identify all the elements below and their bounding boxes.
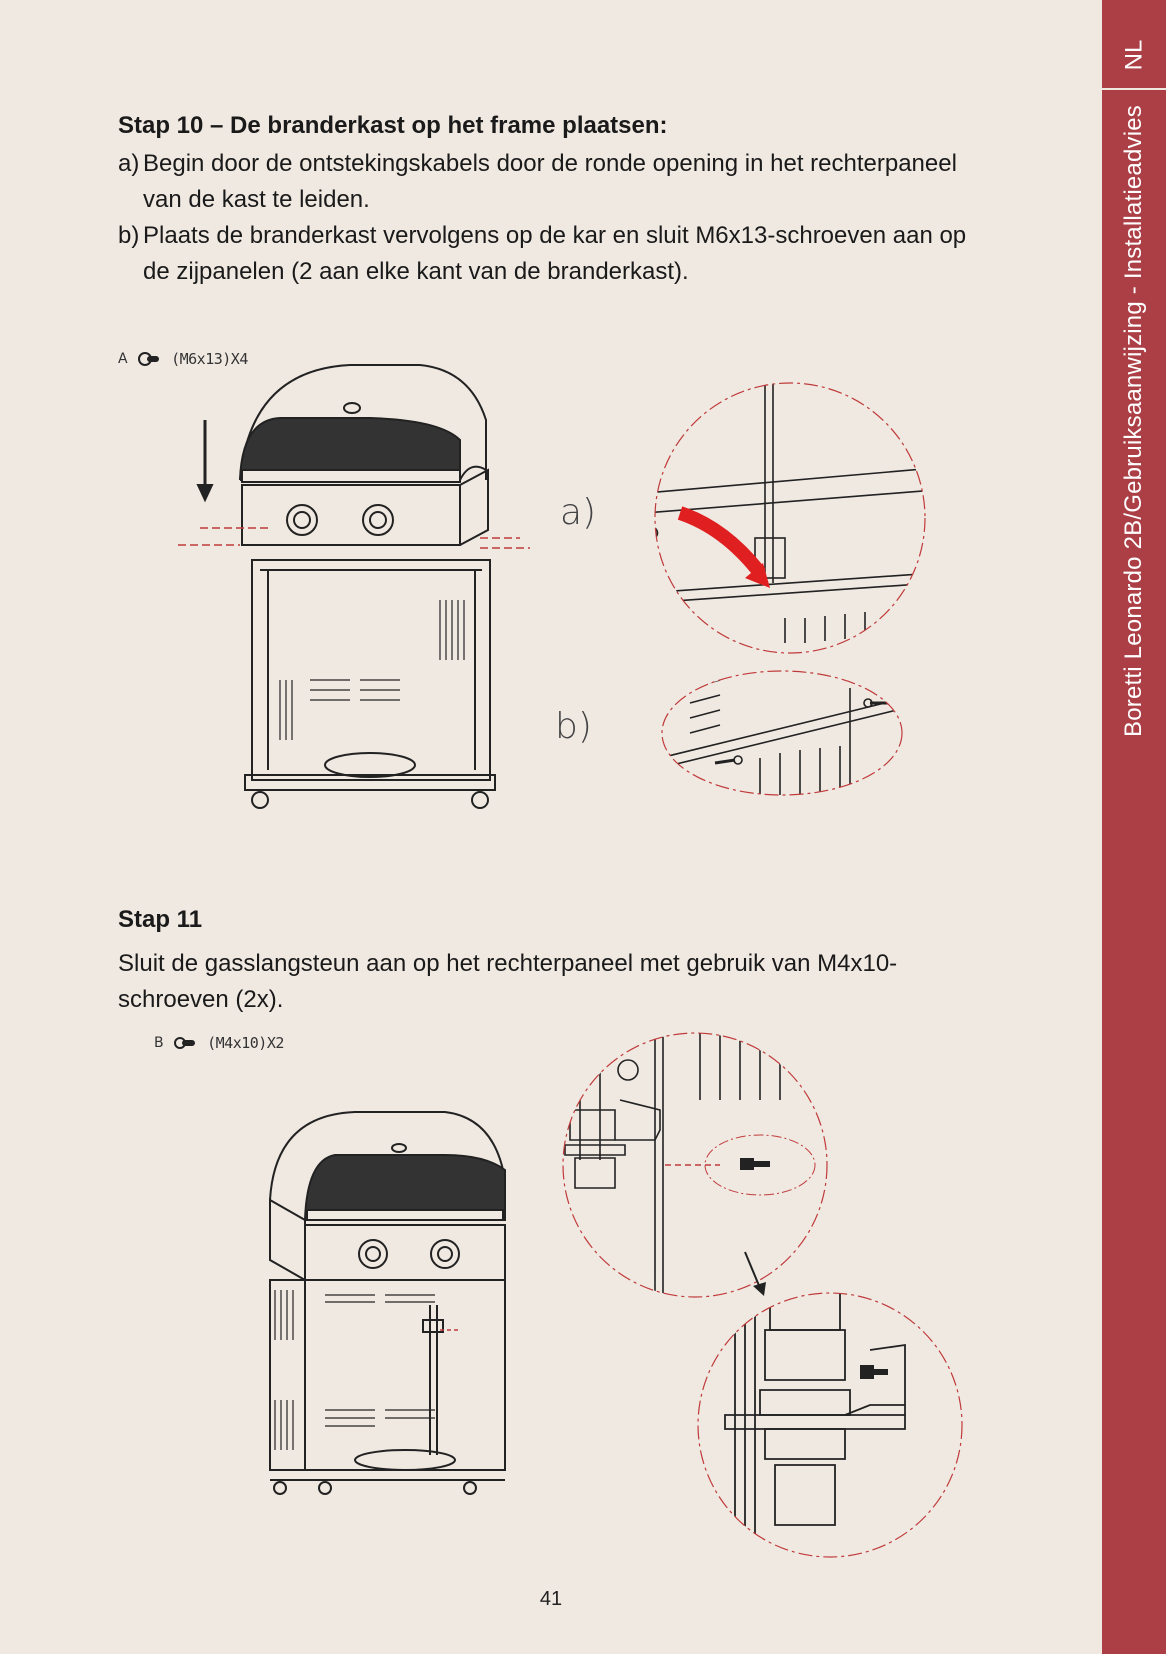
parts-spec: (M4x10)X2 (207, 1034, 284, 1052)
grill-assembled-figure (265, 1110, 515, 1500)
screw-icon (137, 351, 161, 367)
parts-spec: (M6x13)X4 (171, 350, 248, 368)
running-title-text: Boretti Leonardo 2B/Gebruiksaanwijzing - Installatieadvies (1120, 105, 1147, 737)
item-text: Plaats de branderkast vervolgens op de kar en sluit M6x13-schroeven aan op de zijpanelen (2 aan elke kant van de branderkast). (143, 222, 967, 285)
callout-a: a) (560, 492, 597, 533)
detail-hose-nut-figure (695, 1290, 965, 1560)
parts-letter: B (154, 1035, 164, 1051)
sidebar (1102, 0, 1166, 1654)
language-label: NL (1120, 39, 1147, 71)
parts-label-b (154, 1034, 284, 1052)
item-marker: b) (118, 222, 140, 249)
step10-item-a (118, 146, 973, 218)
parts-letter: A (118, 351, 128, 367)
step10-item-b (118, 218, 973, 290)
page-number: 41 (539, 1588, 563, 1610)
detail-a-figure (645, 378, 935, 658)
item-text: Begin door de ontstekingskabels door de ronde opening in het rechterpaneel van de kast te leiden. (143, 150, 957, 213)
sidebar-divider (1102, 88, 1166, 90)
screw-icon (173, 1035, 197, 1051)
grill-assembly-figure (170, 360, 560, 820)
callout-b: b) (555, 706, 592, 747)
detail-hose-bracket-figure (560, 1030, 830, 1300)
step10-heading: Stap 10 – De branderkast op het frame plaatsen: (118, 112, 668, 139)
item-marker: a) (118, 150, 140, 177)
red-arrow-icon (680, 513, 760, 573)
detail-b-figure (660, 668, 905, 798)
language-tab (1102, 20, 1166, 90)
step11-text: Sluit de gasslangsteun aan op het rechterpaneel met gebruik van M4x10-schroeven (2x). (118, 950, 898, 1013)
step11-heading: Stap 11 (118, 906, 203, 933)
